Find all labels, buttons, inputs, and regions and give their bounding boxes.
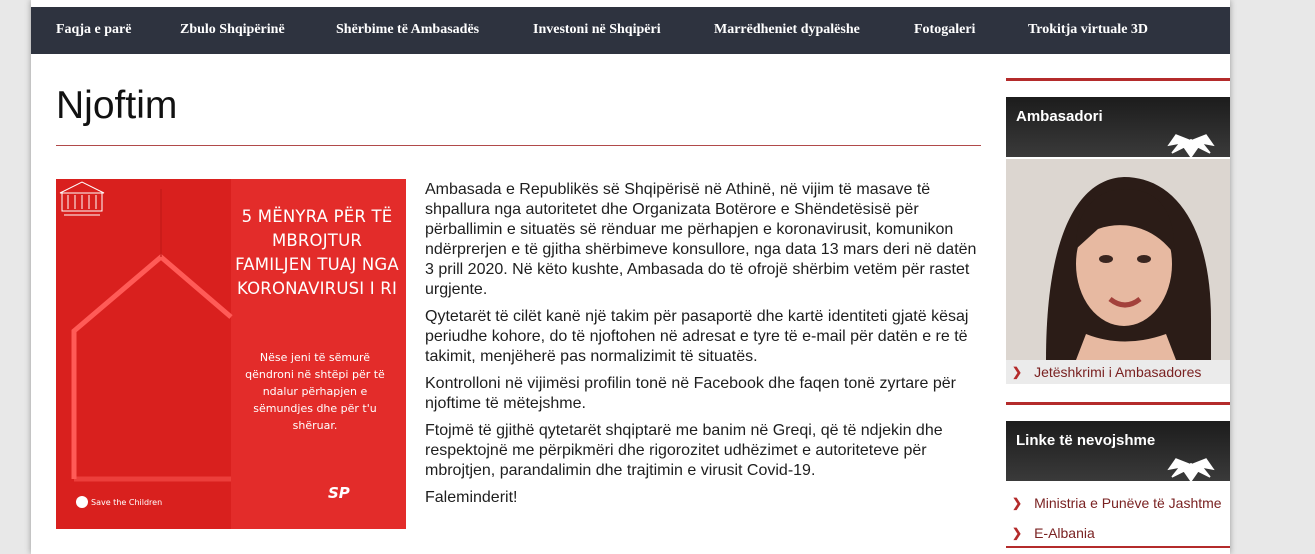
government-building-icon: [56, 179, 108, 219]
poster-subtext: Nëse jeni të sëmurë qëndroni në shtëpi për të ndalur përhapjen e sëmundjes dhe për t'u shëruar.: [245, 351, 385, 432]
nav-item-invest[interactable]: Investoni në Shqipëri: [533, 22, 661, 37]
nav-item-home[interactable]: Faqja e parë: [56, 22, 132, 37]
article-paragraph: Kontrolloni në vijimësi profilin tonë në Facebook dhe faqen tonë zyrtare për njoftime të mëtejshme.: [425, 375, 956, 412]
save-the-children-icon: [76, 496, 88, 508]
portrait-illustration: [1006, 159, 1230, 360]
article-paragraph: Qytetarët të cilët kanë një takim për pasaportë dhe kartë identiteti gjatë kësaj periudhe kohore, do të njoftohen në adresat e tyre të e-mail për datën e re të takimit, menjëherë pas normalizimit të situatës.: [425, 308, 969, 365]
article-paragraph: Faleminderit!: [425, 489, 518, 506]
nav-item-photo-gallery[interactable]: Fotogaleri: [914, 22, 976, 37]
article-paragraph: Ambasada e Republikës së Shqipërisë në Athinë, në vijim të masave të shpallura nga autoritetet dhe Organizata Botërore e Shëndetësisë për përballimin e situatës së rënduar me përhapjen e koronavirusit, komunikon ndërprerjen e të gjitha shërbimeve konsullore, nga data 13 mars deri në datën 3 prill 2020. Në këto kushte, Ambasada do të ofrojë shërbim vetëm për rastet urgjente.: [425, 181, 977, 298]
covid-notice-image: [56, 179, 406, 529]
links-top-line: [1006, 402, 1230, 405]
chevron-right-icon: ❯: [1012, 365, 1023, 379]
poster-heading: 5 MËNYRA PËR TË MBROJTUR FAMILJEN TUAJ NGA KORONAVIRUSI I RI: [235, 207, 399, 298]
links-bottom-line: [1006, 546, 1230, 548]
ambassador-top-line: [1006, 78, 1230, 81]
ambassador-heading-bar: [1006, 97, 1230, 157]
eagle-emblem-icon: [1166, 133, 1216, 157]
save-the-children-logo: [76, 496, 162, 508]
main-navigation: [31, 7, 1230, 54]
chevron-right-icon: ❯: [1012, 496, 1023, 510]
eagle-emblem-icon: [1166, 457, 1216, 481]
page-container: [31, 0, 1230, 554]
sp-logo: SP: [328, 484, 350, 502]
ambassador-heading: Ambasadori: [1016, 108, 1103, 125]
top-strip: [31, 0, 1230, 7]
ambassador-biography-link[interactable]: [1006, 360, 1230, 384]
chevron-right-icon: ❯: [1012, 526, 1023, 540]
article-paragraph: Ftojmë të gjithë qytetarët shqiptarë me banim në Greqi, që të ndjekin dhe respektojnë me përpikmëri dhe rigorozitet udhëzimet e autoriteteve për mbrojtjen, parandalimin dhe trajtimin e virusit Covid-19.: [425, 422, 943, 479]
save-the-children-label: Save the Children: [91, 497, 163, 507]
sidebar-link-ministry[interactable]: [1006, 491, 1230, 515]
links-heading-bar: [1006, 421, 1230, 481]
sidebar-link-label: Ministria e Punëve të Jashtme: [1034, 495, 1222, 511]
sidebar-link-e-albania[interactable]: [1006, 521, 1230, 545]
nav-item-virtual-3d[interactable]: Trokitja virtuale 3D: [1028, 22, 1149, 37]
nav-item-discover-albania[interactable]: Zbulo Shqipërinë: [180, 22, 285, 37]
ambassador-photo: [1006, 159, 1230, 360]
nav-item-embassy-services[interactable]: Shërbime të Ambasadës: [336, 22, 480, 37]
article-body: [425, 180, 985, 515]
title-divider: [56, 145, 981, 146]
sidebar-link-label: E-Albania: [1034, 525, 1095, 541]
nav-item-bilateral-relations[interactable]: Marrëdheniet dypalëshe: [714, 22, 860, 37]
links-heading: Linke të nevojshme: [1016, 432, 1156, 449]
ambassador-biography-label: Jetëshkrimi i Ambasadores: [1034, 364, 1202, 380]
page-title: Njoftim: [56, 84, 178, 127]
